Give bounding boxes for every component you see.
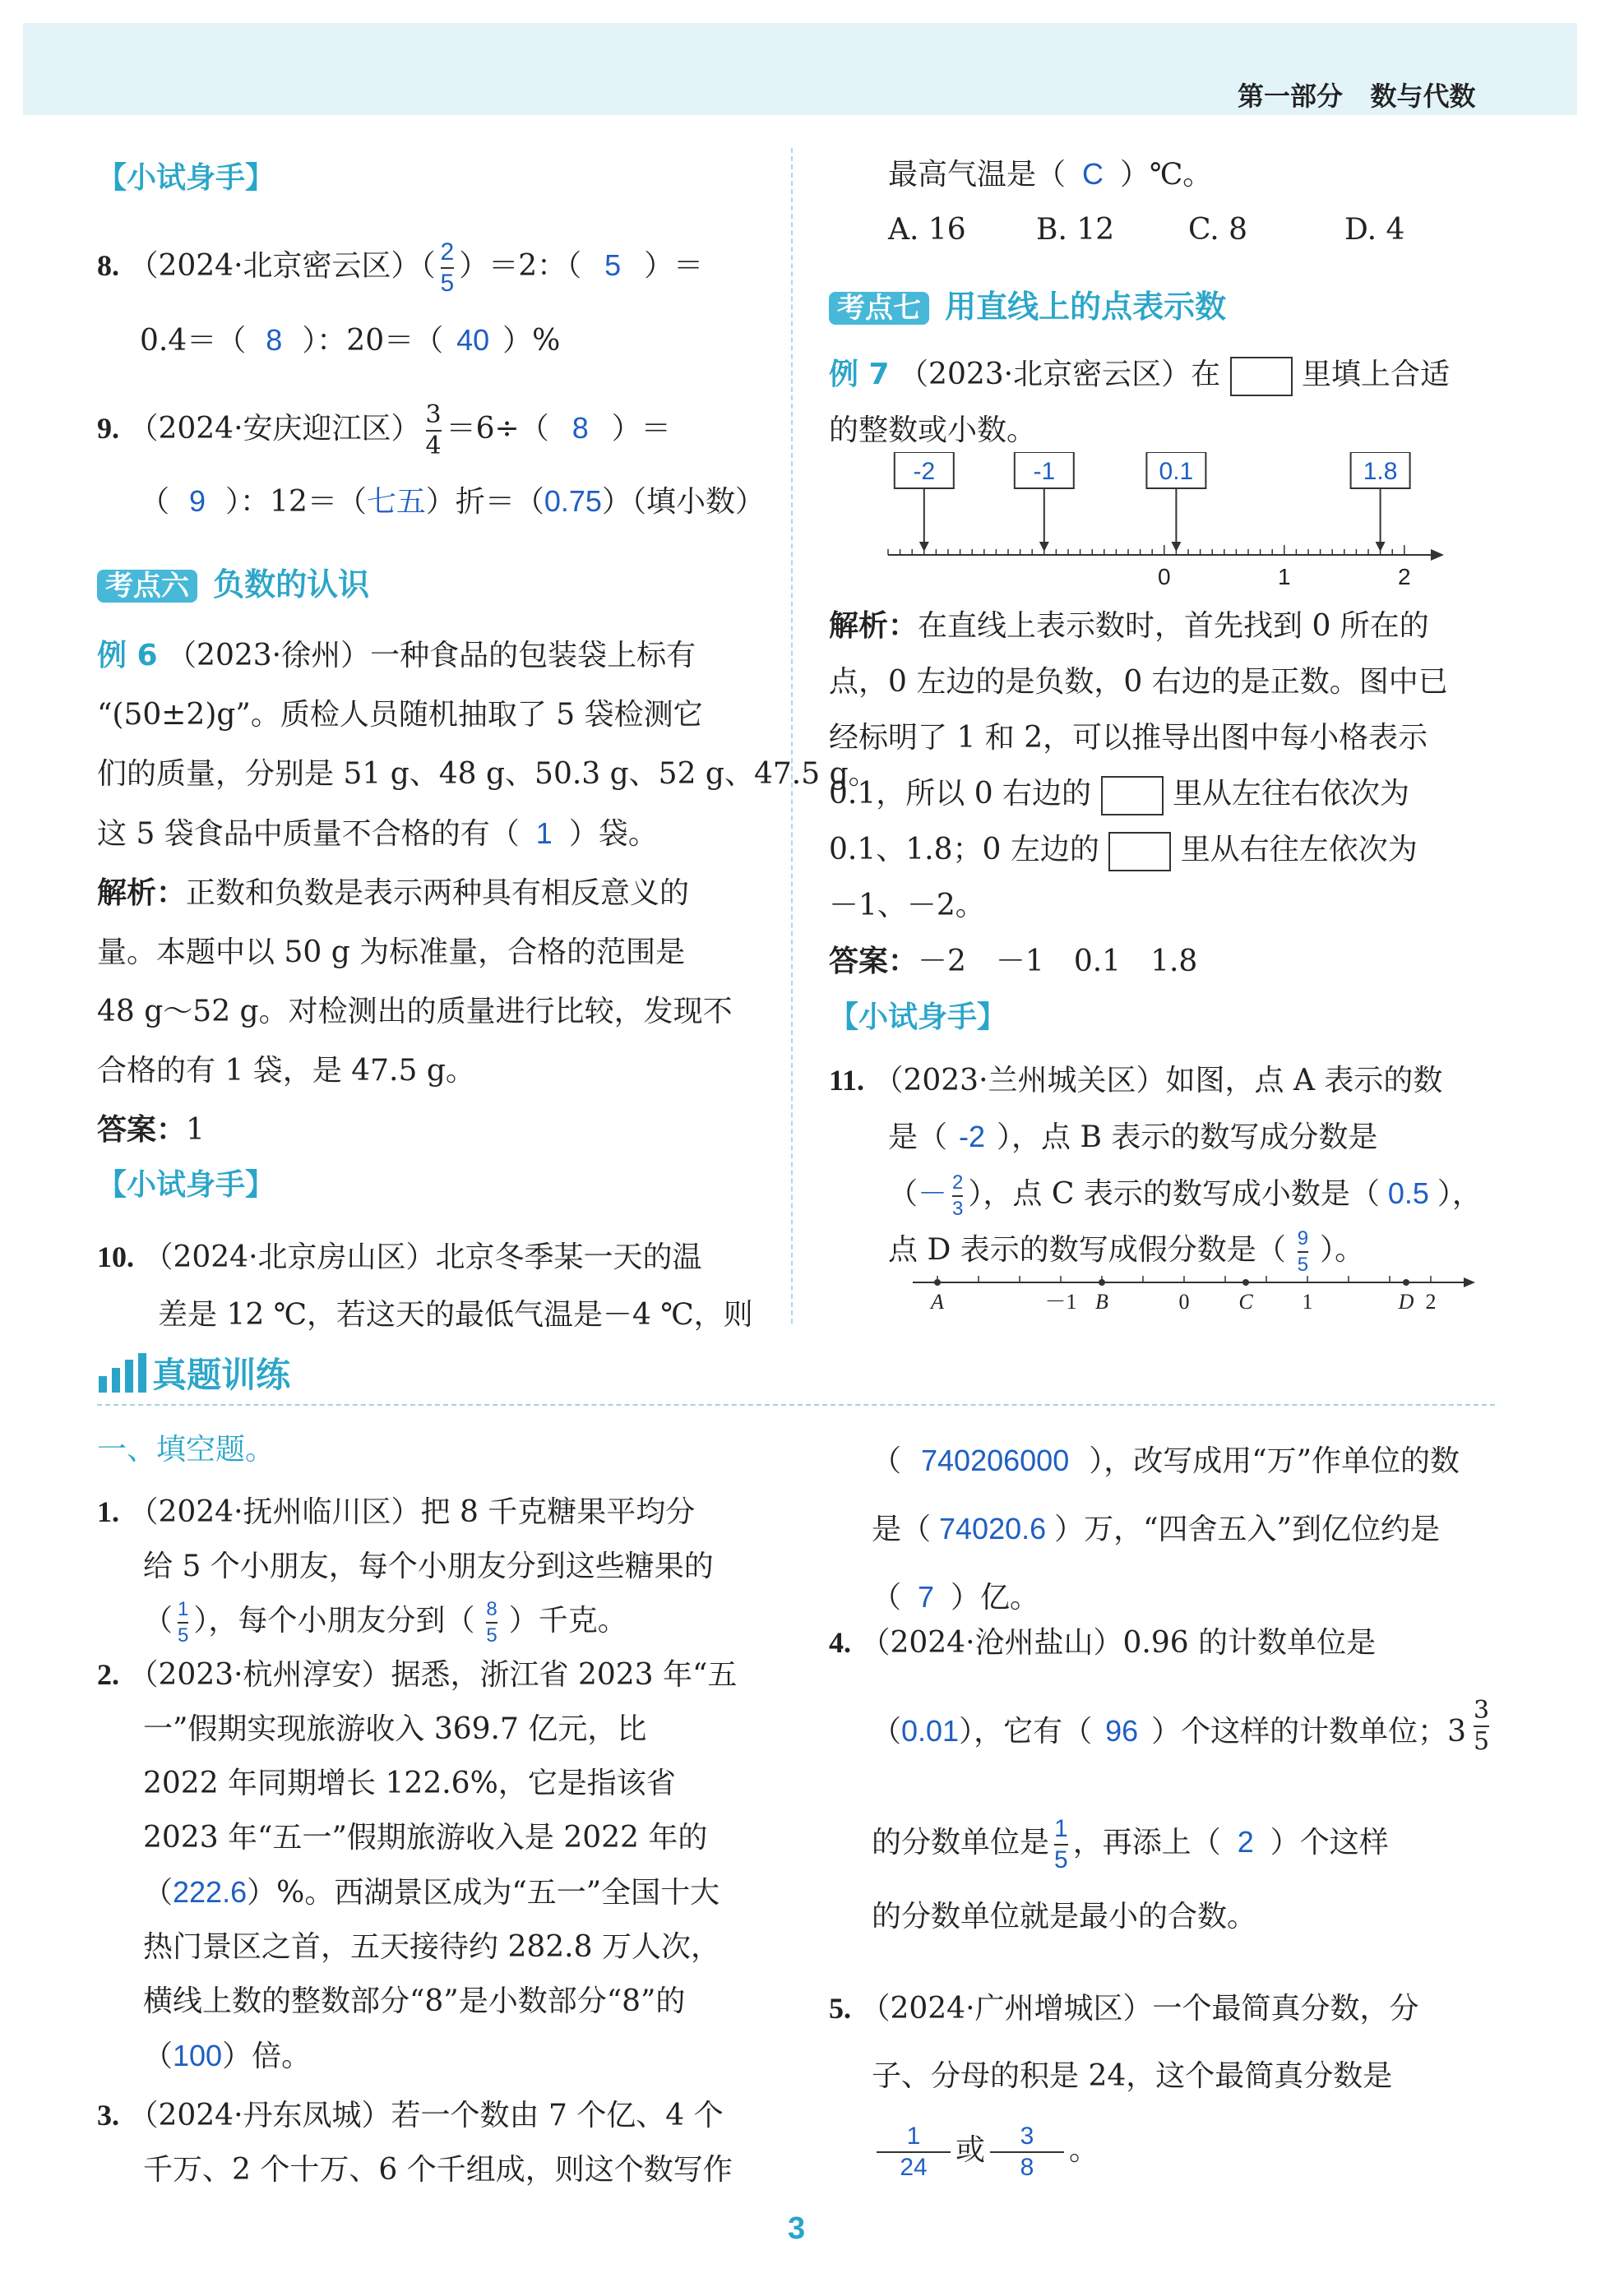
try-yourself-heading-3: 【小试身手】 — [829, 1000, 1007, 1034]
problem-4: 4. （2024·沧州盐山）0.96 的计数单位是 — [829, 1626, 1377, 1660]
mixed-number: $\frac{3}{5}$ — [1474, 1696, 1490, 1756]
try-yourself-heading: 【小试身手】 — [97, 161, 275, 195]
tick-label: 0 — [1158, 564, 1171, 589]
line-label: 2 — [1425, 1290, 1437, 1314]
fill-blank-heading: 一、填空题。 — [97, 1433, 275, 1467]
kaodian-badge: 考点六 — [97, 570, 197, 603]
line-label: C — [1238, 1290, 1253, 1314]
axis-arrow-icon — [1464, 1277, 1475, 1287]
problem-5: 5. （2024·广州增城区）一个最简真分数，分 子、分母的积是 24，这个最简真分数是 — [829, 1992, 1419, 2093]
fraction-answer: $\frac{2}{5}$ — [440, 238, 455, 297]
question-8-line1: 8. （2024·北京密云区）（ $\frac{2}{5}$ ）＝2：（ 5 ）＝ — [97, 238, 704, 297]
example-7-analysis: 解析：在直线上表示数时，首先找到 0 所在的 点，0 左边的是负数，0 右边的是正数。图中已 经标明了 1 和 2，可以推导出图中每小格表示 0.1，所以 0 右边的 里从左往右依次为 0.1、1.8；0 左边的 里从右往左依次为 －1、－2。 答案：－2 －1 0.1 1.8 — [829, 609, 1448, 978]
bar-chart-icon — [97, 1351, 148, 1394]
problem-5-answer: $\frac{1}{24}$ 或 $\frac{3}{8}$ 。 — [872, 2124, 1099, 2180]
arrow-head-icon — [1039, 542, 1049, 552]
problem-3: 3. （2024·丹东凤城）若一个数由 7 个亿、4 个 千万、2 个十万、6 个千组成，则这个数写作 — [97, 2099, 733, 2187]
line-label: B — [1095, 1290, 1108, 1314]
problem-2: 2. （2023·杭州淳安）据悉，浙江省 2023 年“五 一”假期实现旅游收入 369.7 亿元，比 2022 年同期增长 122.6%，它是指该省 2023 年“五一”假期旅游收入是 2022 年的 （222.6）%。西湖景区成为“五一”全国十大 热门景区之首，五天接待约 282.8 万人次， 横线上数的整数部分“8”是小数部分“8”的 （100）倍。 — [97, 1658, 738, 2073]
arrow-head-icon — [1171, 542, 1181, 552]
problem-3-cont: （ 740206000 ），改写成用“万”作单位的数 是（ 74020.6 ）万，“四舍五入”到亿位约是 （ 7 ）亿。 — [872, 1444, 1460, 1615]
question-10-cont: 最高气温是（ C ）℃。 — [888, 157, 1213, 192]
line-label: A — [931, 1290, 944, 1314]
section-title: 真题训练 — [152, 1355, 291, 1395]
point-dot — [1403, 1279, 1409, 1286]
tick-label: 2 — [1398, 564, 1411, 589]
problem-1: 1. （2024·抚州临川区）把 8 千克糖果平均分 给 5 个小朋友，每个小朋友分到这些糖果的 （ $\frac{1}{5}$ ），每个小朋友分到（ $\frac{8}{5}$ ）千克。 — [97, 1495, 714, 1647]
arrow-head-icon — [1376, 542, 1386, 552]
tick-label: 1 — [1278, 564, 1291, 589]
question-8-line2: 0.4＝（ 8 ）：20＝（ 40 ）% — [140, 323, 561, 358]
question-10: 10. （2024·北京房山区）北京冬季某一天的温 差是 12 ℃，若这天的最低气温是－4 ℃，则 — [97, 1240, 753, 1332]
box-answer: -2 — [913, 458, 936, 485]
section-rule — [97, 1404, 1495, 1406]
header-text — [1238, 76, 1475, 113]
section-heading — [97, 1348, 290, 1397]
question-9-line1: 9. （2024·安庆迎江区） $\frac{3}{4}$ ＝6÷（ 8 ）＝ — [97, 400, 671, 460]
axis-arrow-icon — [1431, 549, 1444, 561]
example-6-text: 例 6 （2023·徐州）一种食品的包装袋上标有 “(50±2)g”。质检人员随机抽取了 5 袋检测它 们的质量，分别是 51 g、48 g、50.3 g、52 g、47.5 g。 这 5 袋食品中质量不合格的有（ 1 ）袋。 解析：正数和负数是表示两种具有相反意义的 量。本题中以 50 g 为标准量，合格的范围是 48 g～52 g。对检测出的质量进行比较，发现不 合格的有 1 袋，是 47.5 g。 答案：1 — [97, 639, 878, 1147]
problem-4-line3: 的分数单位是 $\frac{1}{5}$ ，再添上（ 2 ）个这样 — [872, 1815, 1389, 1873]
problem-4-line2: （0.01），它有（ 96 ）个这样的计数单位；3 — [872, 1714, 1467, 1749]
problem-4-line4: 的分数单位就是最小的合数。 — [872, 1900, 1257, 1933]
kaodian-7-heading: 考点七 用直线上的点表示数 — [829, 281, 1226, 329]
question-10-options: A. 16 B. 12 C. 8 D. 4 — [888, 213, 1405, 247]
number-line-question-11 — [905, 1266, 1480, 1324]
try-yourself-heading-2: 【小试身手】 — [97, 1168, 275, 1202]
answer-box-icon — [1230, 357, 1293, 396]
line-label: 0 — [1178, 1290, 1190, 1314]
example-7-intro: 例 7 （2023·北京密云区）在 里填上合适 的整数或小数。 — [829, 358, 1451, 447]
box-answer: -1 — [1033, 458, 1056, 485]
question-11: 11. （2023·兰州城关区）如图，点 A 表示的数 是（ -2 ），点 B 表示的数写成分数是 （－ $\frac{2}{3}$ ），点 C 表示的数写成小数是（ 0.5 ）， 点 D 表示的数写成假分数是（ $\frac{9}{5}$ ）。 — [829, 1064, 1482, 1276]
header-topic: 数与代数 — [1370, 81, 1476, 112]
point-dot — [1099, 1279, 1105, 1286]
box-answer: 1.8 — [1363, 458, 1398, 485]
arrow-head-icon — [919, 542, 929, 552]
header-part: 第一部分 — [1238, 81, 1344, 112]
point-dot — [934, 1279, 941, 1286]
number-line-example-7 — [872, 452, 1447, 592]
page-number: 3 — [788, 2211, 806, 2246]
box-answer: 0.1 — [1159, 458, 1194, 485]
line-label: －1 — [1044, 1290, 1077, 1314]
line-label: D — [1398, 1290, 1414, 1314]
line-label: 1 — [1302, 1290, 1313, 1314]
point-dot — [1242, 1279, 1249, 1286]
kaodian-6-heading: 考点六 负数的认识 — [97, 559, 369, 607]
question-9-line2: （ 9 ）：12＝（七五）折＝（0.75）（填小数） — [140, 484, 765, 519]
